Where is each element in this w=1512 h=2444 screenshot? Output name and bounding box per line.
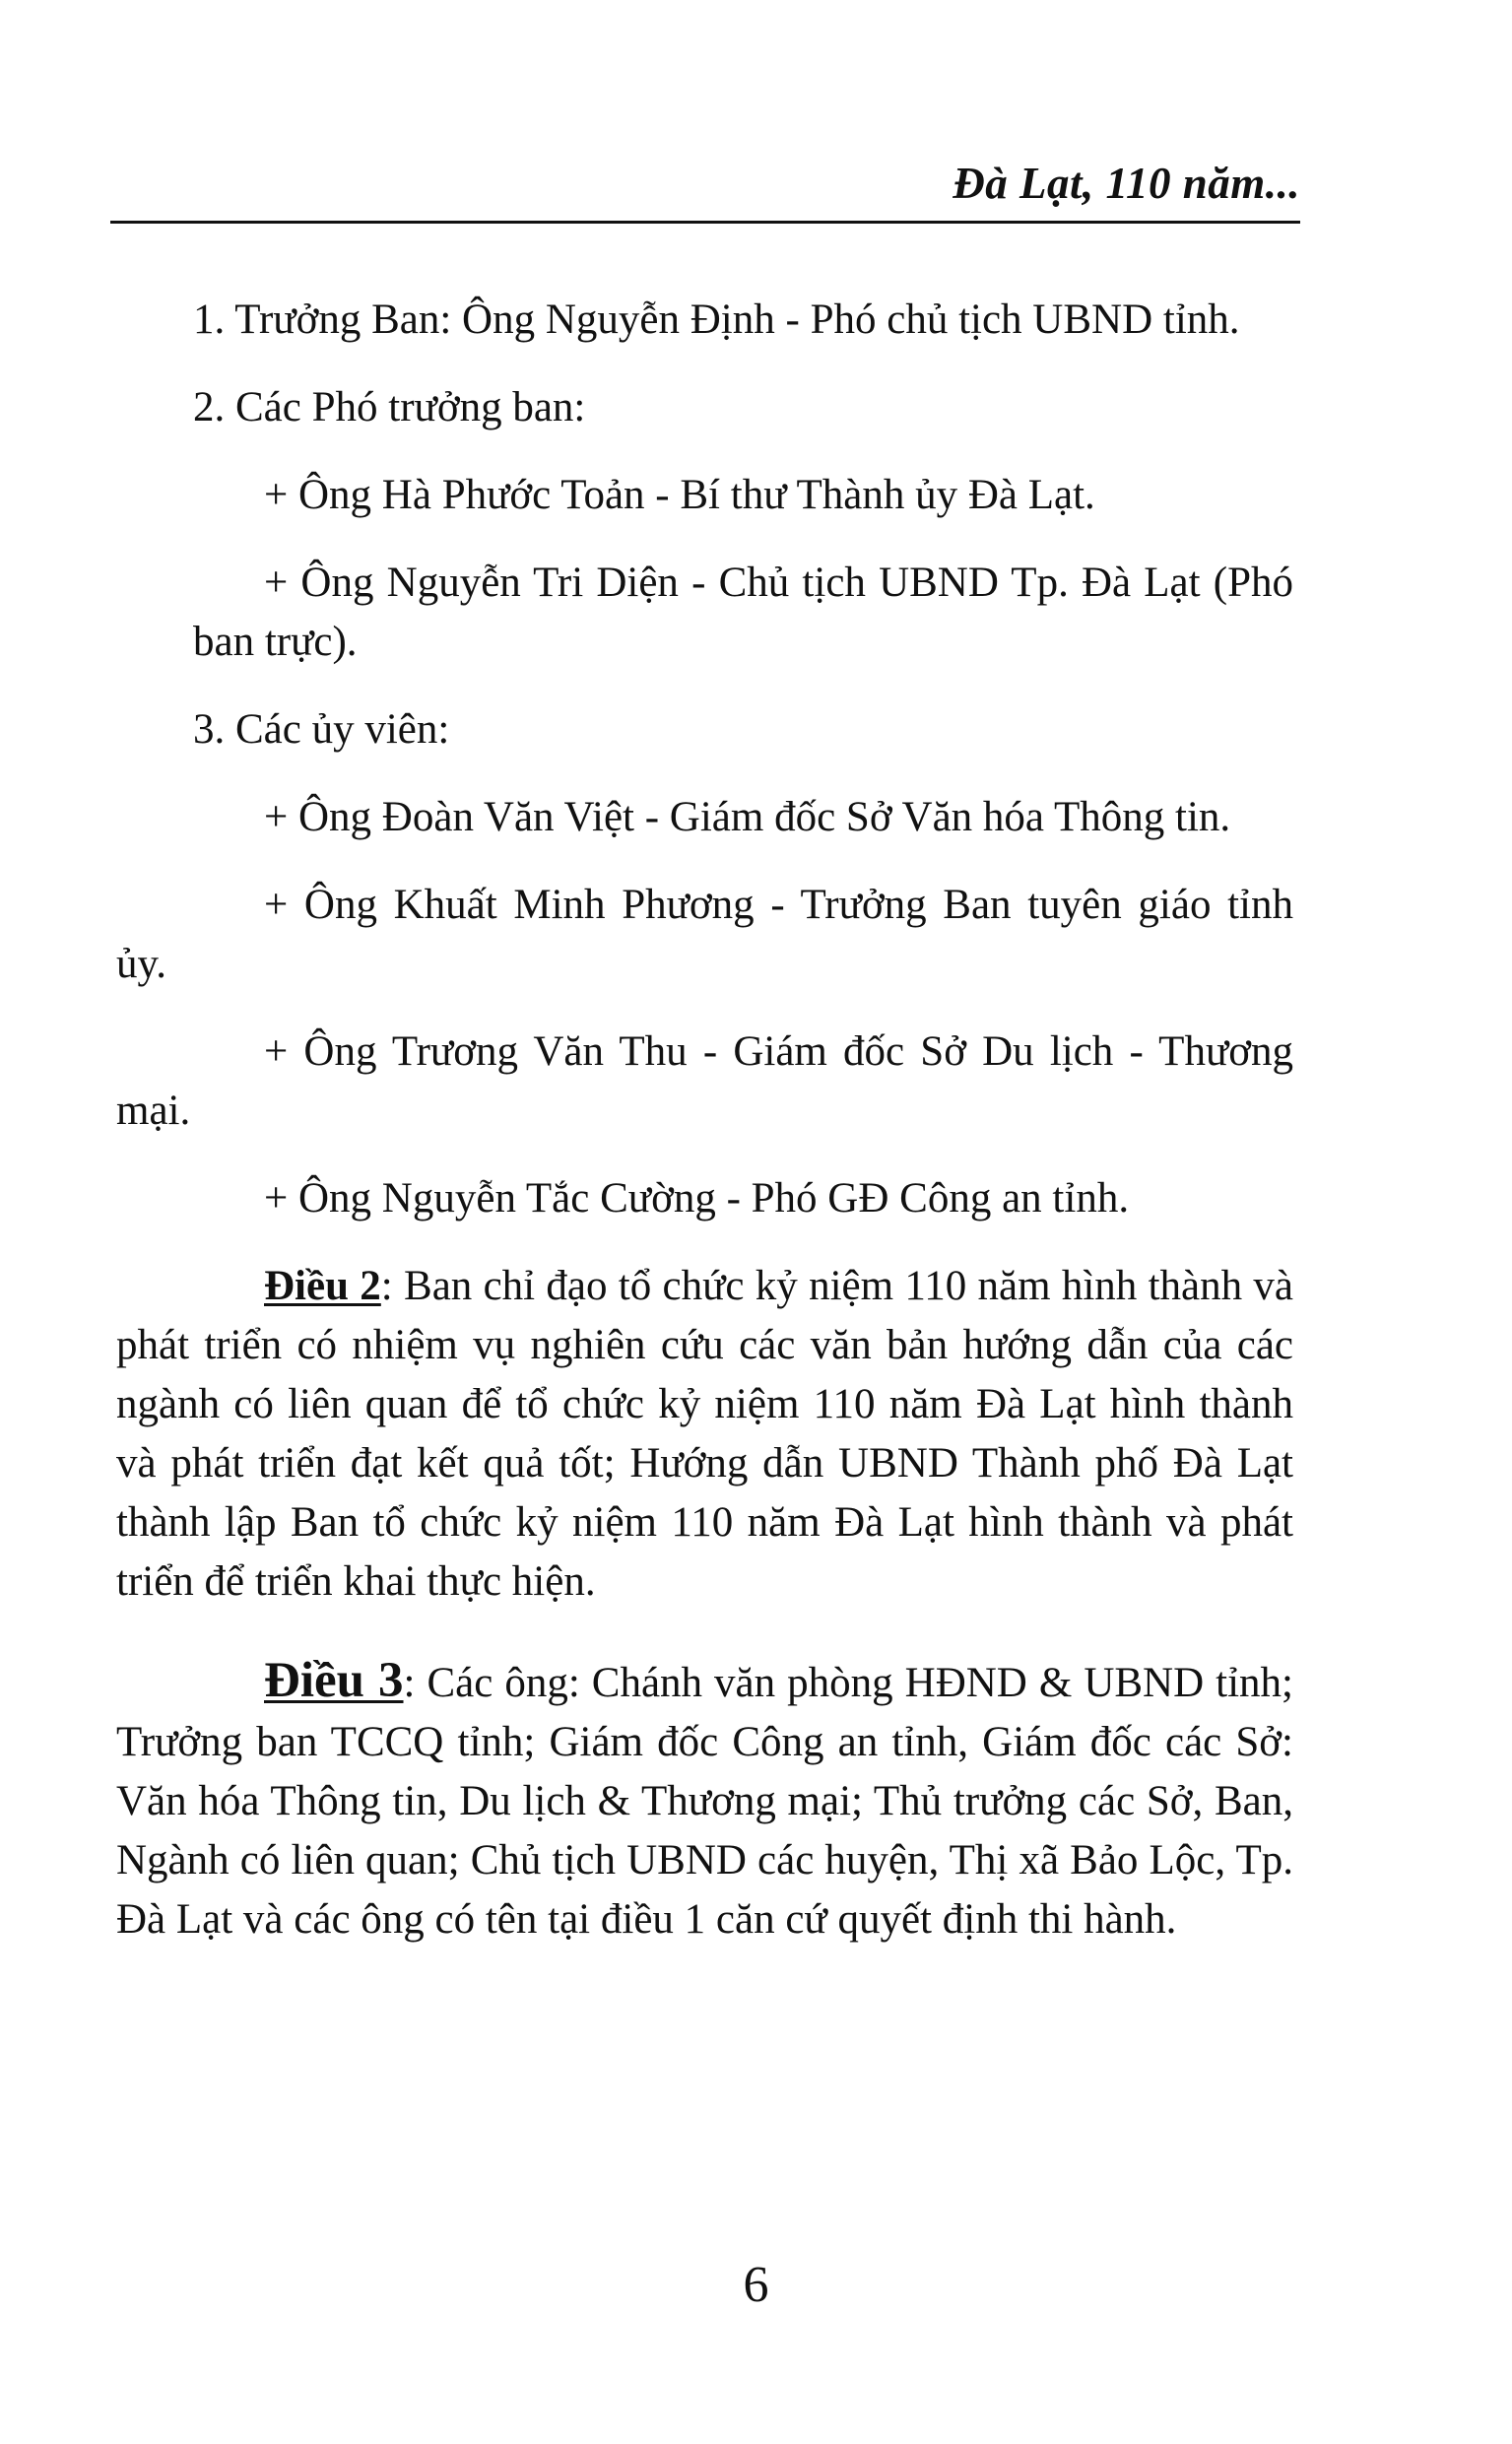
page-body	[116, 291, 1293, 1978]
running-header-title: Đà Lạt, 110 năm...	[953, 159, 1300, 208]
vice-chair-2: + Ông Nguyễn Tri Diện - Chủ tịch UBND Tp. Đà Lạt (Phó ban trực).	[193, 560, 1293, 665]
article-2-text: : Ban chỉ đạo tổ chức kỷ niệm 110 năm hình thành và phát triển có nhiệm vụ nghiên cứu các văn bản hướng dẫn của các ngành có liên quan để tổ chức kỷ niệm 110 năm Đà Lạt hình thành và phát triển đạt kết quả tốt; Hướng dẫn UBND Thành phố Đà Lạt thành lập Ban tổ chức kỷ niệm 110 năm Đà Lạt hình thành và phát triển để triển khai thực hiện.	[116, 1263, 1294, 1605]
page-number: 6	[743, 2257, 769, 2313]
member-1: + Ông Đoàn Văn Việt - Giám đốc Sở Văn hóa Thông tin.	[264, 794, 1231, 840]
article-3	[116, 1651, 1293, 1949]
item-3-members-heading: 3. Các ủy viên:	[193, 706, 450, 753]
article-2-label: Điều 2	[264, 1263, 381, 1309]
article-3-text: : Các ông: Chánh văn phòng HĐND & UBND tỉnh; Trưởng ban TCCQ tỉnh; Giám đốc Công an tỉnh, Giám đốc các Sở: Văn hóa Thông tin, Du lịch & Thương mại; Thủ trưởng các Sở, Ban, Ngành có liên quan; Chủ tịch UBND các huyện, Thị xã Bảo Lộc, Tp. Đà Lạt và các ông có tên tại điều 1 căn cứ quyết định thi hành.	[116, 1660, 1294, 1943]
article-2	[116, 1257, 1293, 1612]
article-3-label: Điều 3	[264, 1653, 404, 1708]
member-3: + Ông Trương Văn Thu - Giám đốc Sở Du lịch - Thương mại.	[116, 1028, 1293, 1134]
vice-chair-1: + Ông Hà Phước Toản - Bí thư Thành ủy Đà Lạt.	[264, 472, 1095, 518]
item-1-chairman: 1. Trưởng Ban: Ông Nguyễn Định - Phó chủ tịch UBND tỉnh.	[193, 297, 1240, 343]
member-4: + Ông Nguyễn Tắc Cường - Phó GĐ Công an tỉnh.	[264, 1175, 1130, 1222]
running-header	[110, 158, 1300, 224]
item-2-vice-chairs-heading: 2. Các Phó trưởng ban:	[193, 384, 586, 430]
member-2: + Ông Khuất Minh Phương - Trưởng Ban tuyên giáo tỉnh ủy.	[116, 882, 1293, 987]
